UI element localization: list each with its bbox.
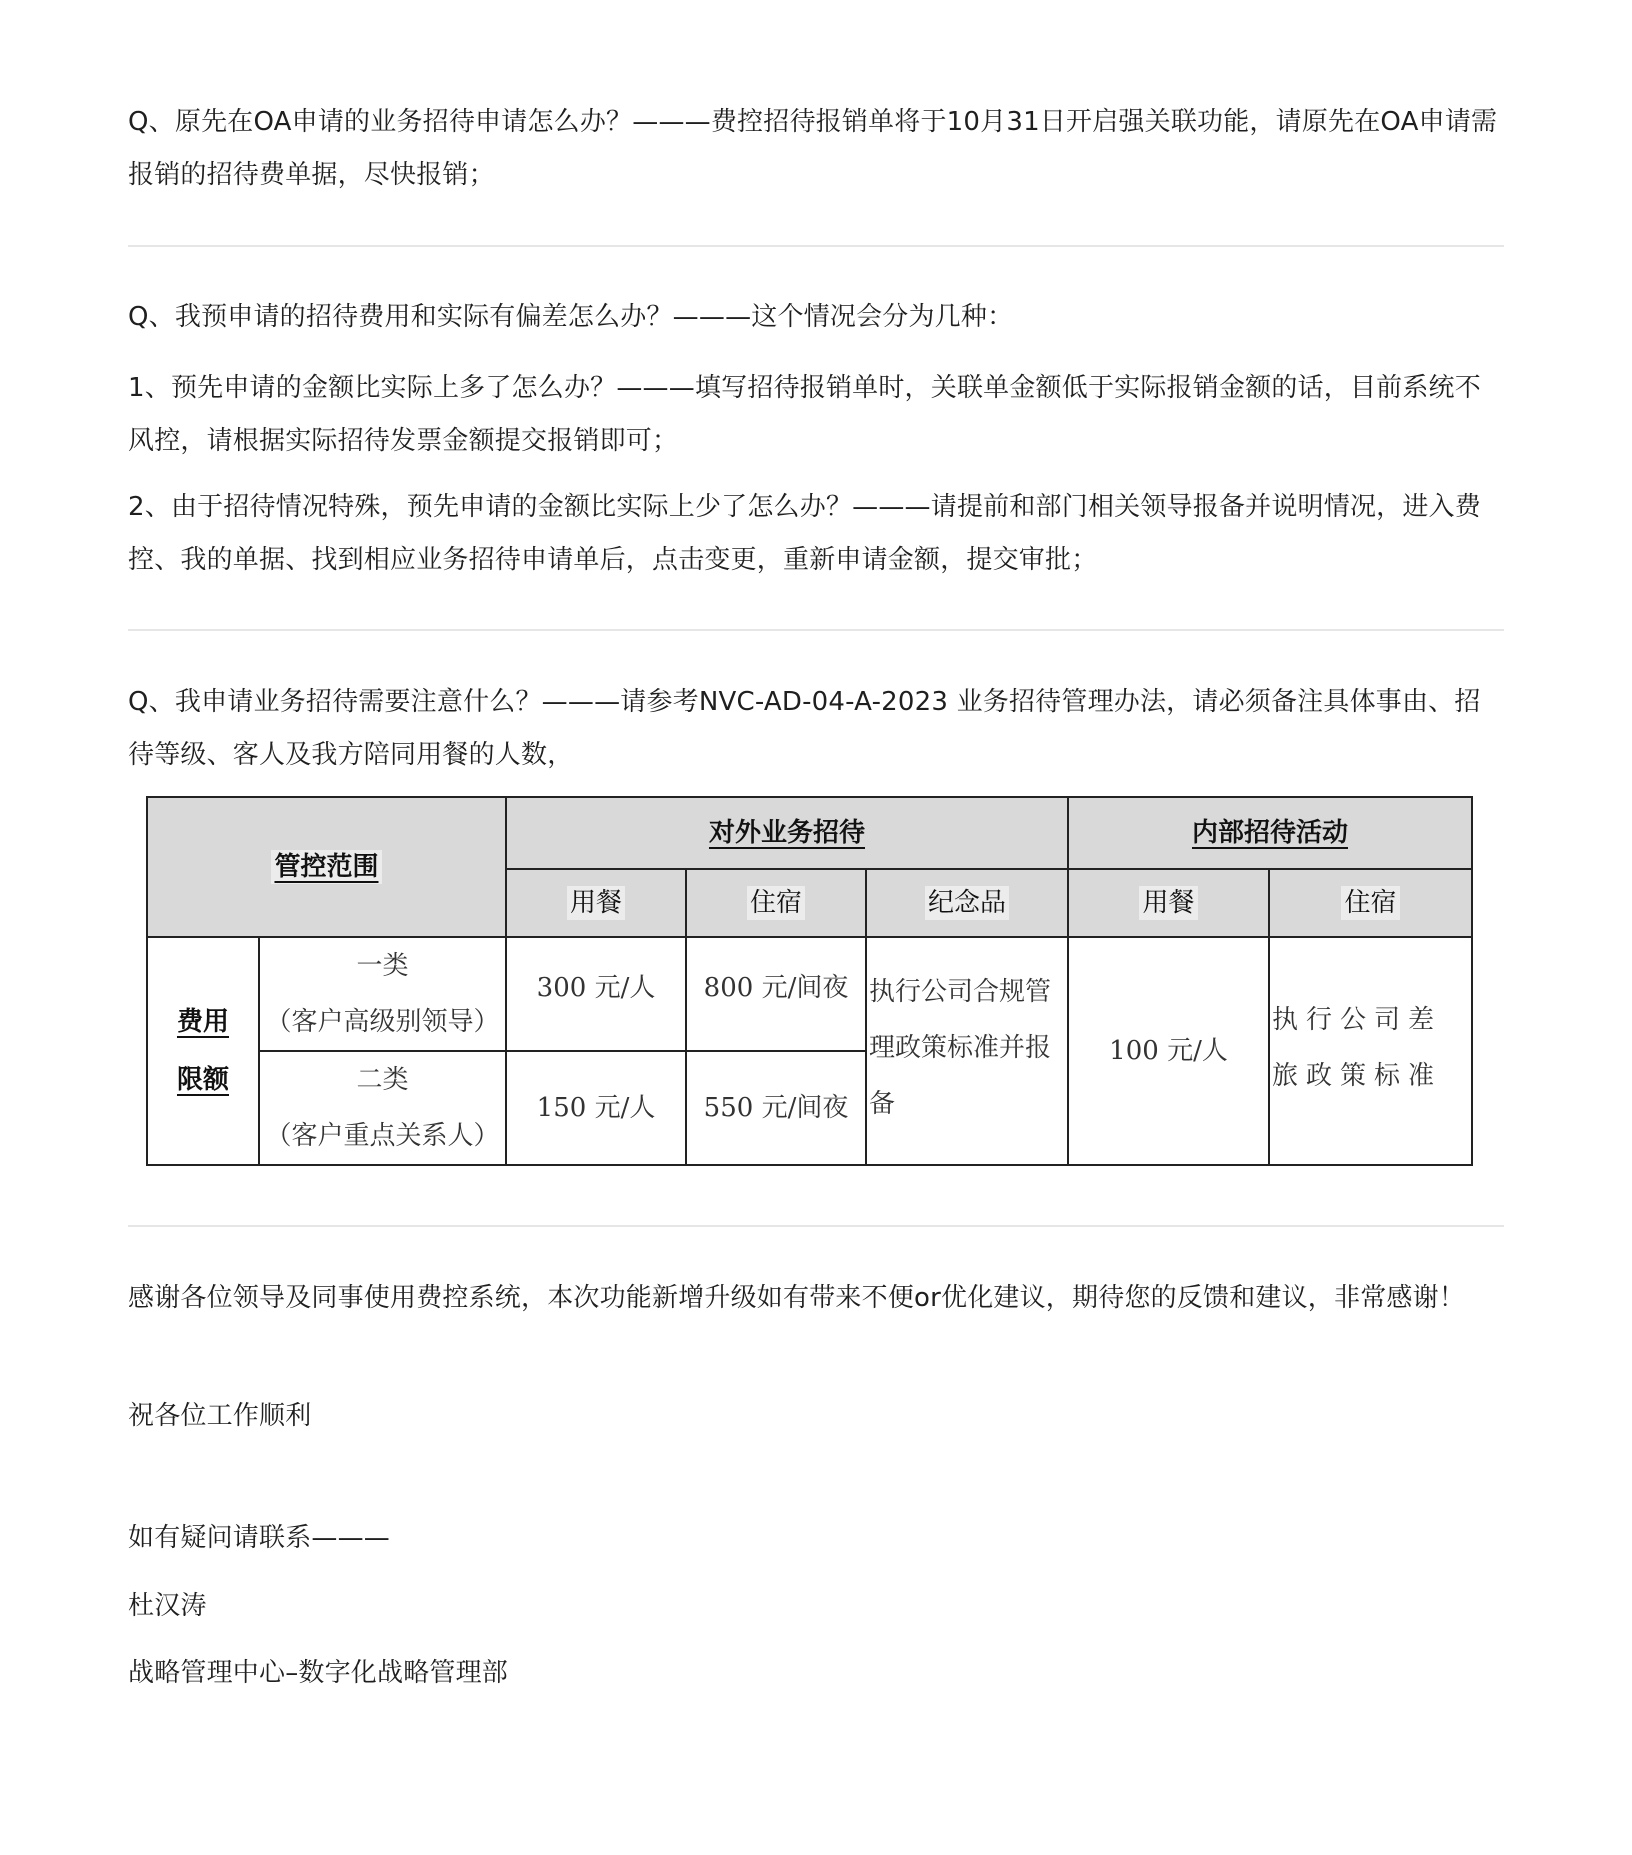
faq-question-1: Q、原先在OA申请的业务招待申请怎么办？———费控招待报销单将于10月31日开启强关联功能，请原先在OA申请需报销的招待费单据，尽快报销； [128, 107, 1498, 190]
category-description: （客户高级别领导） [265, 1007, 500, 1037]
external-souvenir-label: 纪念品 [925, 886, 1009, 920]
external-lodging-label: 住宿 [747, 886, 805, 920]
external-lodging-limit: 800 元/间夜 [686, 937, 866, 1051]
section-divider [128, 629, 1504, 631]
expense-limit-group-label [147, 937, 259, 1165]
faq-case-2: 2、由于招待情况特殊，预先申请的金额比实际上少了怎么办？———请提前和部门相关领导报备并说明情况，进入费控、我的单据、找到相应业务招待申请单后，点击变更，重新申请金额，提交审批； [128, 492, 1481, 575]
category-cell-1 [259, 937, 506, 1051]
external-meal-header [506, 869, 686, 937]
internal-meal-limit: 100 元/人 [1068, 937, 1269, 1165]
contact-name: 杜汉涛 [128, 1591, 207, 1621]
external-meal-limit: 300 元/人 [506, 937, 686, 1051]
contact-prompt: 如有疑问请联系——— [128, 1523, 391, 1553]
scope-header [147, 797, 506, 937]
section-divider [128, 245, 1504, 247]
thanks-message: 感谢各位领导及同事使用费控系统，本次功能新增升级如有带来不便or优化建议，期待您的反馈和建议，非常感谢！ [128, 1283, 1465, 1313]
category-cell-2 [259, 1051, 506, 1165]
external-lodging-header [686, 869, 866, 937]
category-name: 一类 [356, 951, 409, 981]
internal-meal-label: 用餐 [1139, 886, 1197, 920]
wish-message: 祝各位工作顺利 [128, 1401, 312, 1431]
internal-lodging-header [1269, 869, 1472, 937]
faq-case-1: 1、预先申请的金额比实际上多了怎么办？———填写招待报销单时，关联单金额低于实际报销金额的话，目前系统不风控，请根据实际招待发票金额提交报销即可； [128, 373, 1481, 456]
group-label-line-2: 限额 [176, 1065, 229, 1095]
scope-header-label: 管控范围 [271, 850, 381, 884]
internal-lodging-policy: 执行公司差旅政策标准 [1269, 937, 1472, 1165]
external-meal-label: 用餐 [567, 886, 625, 920]
external-hospitality-header [506, 797, 1068, 869]
internal-lodging-label: 住宿 [1341, 886, 1399, 920]
group-label-line-1: 费用 [176, 1007, 229, 1037]
internal-hospitality-header [1068, 797, 1472, 869]
internal-meal-header [1068, 869, 1269, 937]
souvenir-policy: 执行公司合规管理政策标准并报备 [866, 937, 1068, 1165]
section-divider [128, 1225, 1504, 1227]
expense-limit-table [146, 796, 1473, 1166]
external-lodging-limit: 550 元/间夜 [686, 1051, 866, 1165]
external-meal-limit: 150 元/人 [506, 1051, 686, 1165]
contact-department: 战略管理中心–数字化战略管理部 [128, 1658, 509, 1688]
category-description: （客户重点关系人） [265, 1121, 500, 1151]
faq-question-3: Q、我申请业务招待需要注意什么？———请参考NVC-AD-04-A-2023 业务招待管理办法，请必须备注具体事由、招待等级、客人及我方陪同用餐的人数， [128, 687, 1481, 770]
external-souvenir-header [866, 869, 1068, 937]
faq-question-2: Q、我预申请的招待费用和实际有偏差怎么办？———这个情况会分为几种： [128, 302, 1014, 332]
external-header-label: 对外业务招待 [708, 818, 865, 848]
internal-header-label: 内部招待活动 [1191, 818, 1348, 848]
category-name: 二类 [356, 1065, 409, 1095]
